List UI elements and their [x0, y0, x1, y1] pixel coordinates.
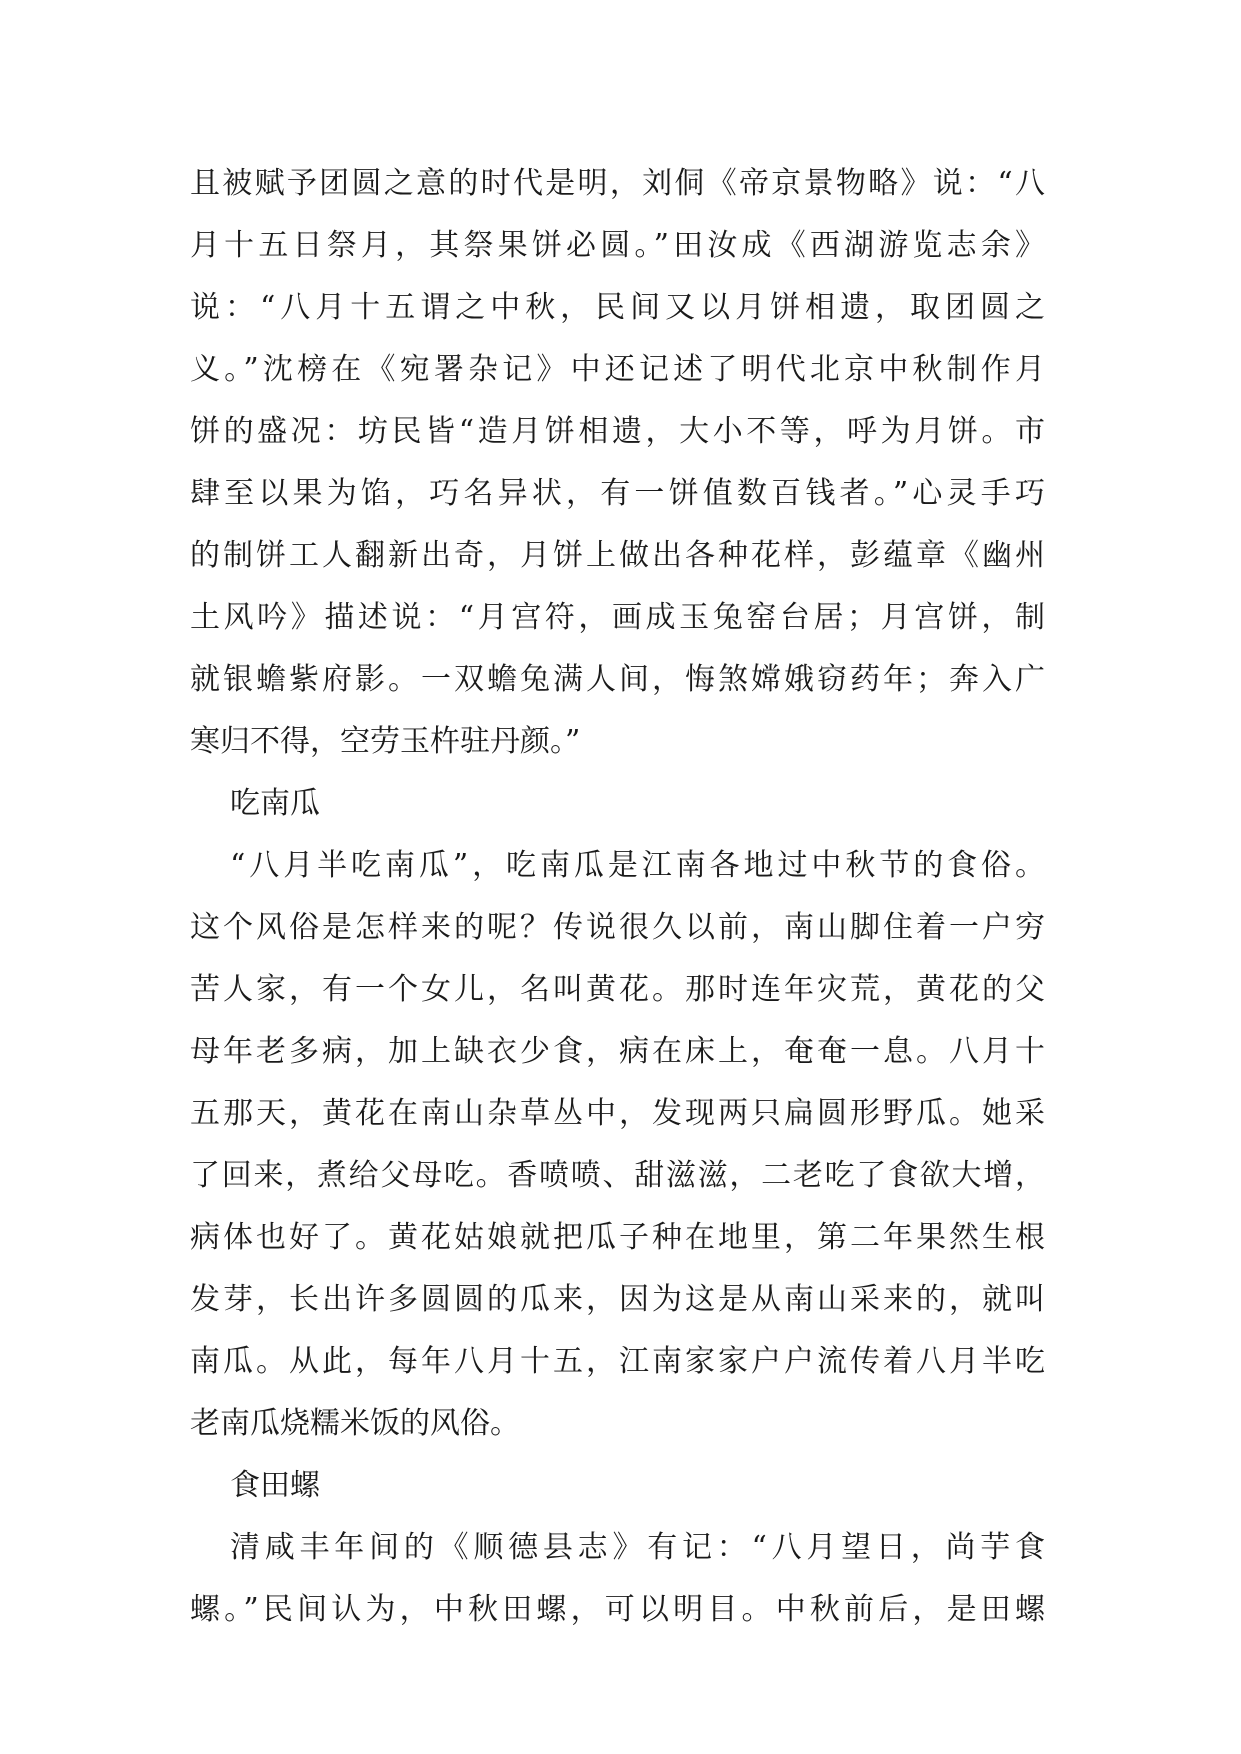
text-line: 清咸丰年间的《顺德县志》有记：“八月望日，尚芋食 [230, 1530, 1045, 1565]
text-line: 了回来，煮给父母吃。香喷喷、甜滋滋，二老吃了食欲大增， [190, 1158, 1045, 1193]
text-line: 寒归不得，空劳玉杵驻丹颜。” [190, 724, 581, 759]
text-line: 且被赋予团圆之意的时代是明，刘侗《帝京景物略》说：“八 [190, 166, 1045, 201]
text-line: 的制饼工人翻新出奇，月饼上做出各种花样，彭蕴章《幽州 [190, 538, 1045, 573]
text-line: 南瓜。从此，每年八月十五，江南家家户户流传着八月半吃 [190, 1344, 1045, 1379]
text-line: 螺。”民间认为，中秋田螺，可以明目。中秋前后，是田螺 [190, 1592, 1045, 1627]
text-line: 就银蟾紫府影。一双蟾兔满人间，悔煞嫦娥窃药年；奔入广 [190, 662, 1045, 697]
text-line: 老南瓜烧糯米饭的风俗。 [190, 1406, 520, 1441]
text-line: 说：“八月十五谓之中秋，民间又以月饼相遗，取团圆之 [190, 290, 1045, 325]
section-pumpkin [190, 773, 1045, 1455]
text-line: 五那天，黄花在南山杂草丛中，发现两只扁圆形野瓜。她采 [190, 1096, 1045, 1131]
text-line: 土风吟》描述说：“月宫符，画成玉兔窑台居；月宫饼，制 [190, 600, 1045, 635]
text-line: 这个风俗是怎样来的呢？传说很久以前，南山脚住着一户穷 [190, 910, 1045, 945]
text-line: “八月半吃南瓜”，吃南瓜是江南各地过中秋节的食俗。 [230, 848, 1045, 883]
text-line: 发芽，长出许多圆圆的瓜来，因为这是从南山采来的，就叫 [190, 1282, 1045, 1317]
section-heading: 吃南瓜 [230, 786, 320, 821]
text-line: 病体也好了。黄花姑娘就把瓜子种在地里，第二年果然生根 [190, 1220, 1045, 1255]
text-line: 月十五日祭月，其祭果饼必圆。”田汝成《西湖游览志余》 [190, 228, 1045, 263]
text-line: 义。”沈榜在《宛署杂记》中还记述了明代北京中秋制作月 [190, 352, 1045, 387]
text-line: 饼的盛况：坊民皆“造月饼相遗，大小不等，呼为月饼。市 [190, 414, 1045, 449]
section-heading: 食田螺 [230, 1468, 320, 1503]
document-page [190, 153, 1045, 1641]
continued-paragraph [190, 153, 1045, 773]
text-line: 苦人家，有一个女儿，名叫黄花。那时连年灾荒，黄花的父 [190, 972, 1045, 1007]
text-line: 母年老多病，加上缺衣少食，病在床上，奄奄一息。八月十 [190, 1034, 1045, 1069]
text-line: 肆至以果为馅，巧名异状，有一饼值数百钱者。”心灵手巧 [190, 476, 1045, 511]
section-river-snail [190, 1455, 1045, 1641]
